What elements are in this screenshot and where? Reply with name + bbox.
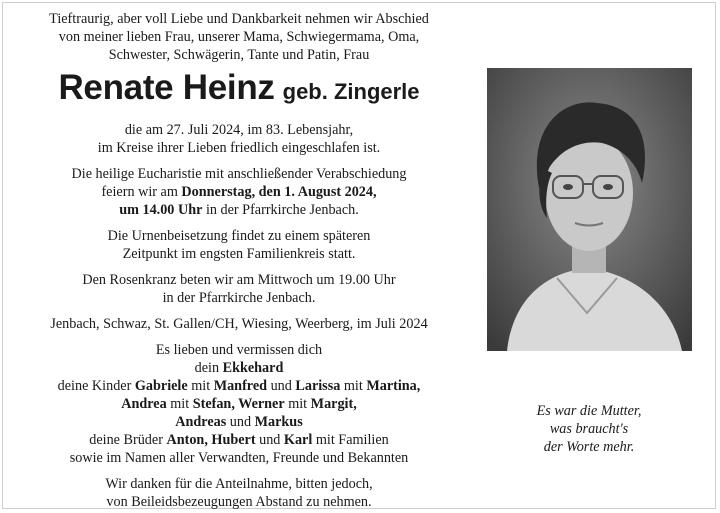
intro-line: Schwester, Schwägerin, Tante und Patin, Frau: [108, 47, 370, 63]
mourners-line: [6, 359, 472, 377]
mourner-text: mit: [340, 378, 367, 394]
intro-line: Tieftraurig, aber voll Liebe und Dankbarkeit nehmen wir Abschied: [49, 11, 429, 27]
mourner-name: Ekkehard: [222, 360, 284, 376]
deceased-name-line: [6, 70, 472, 113]
portrait-illustration: [487, 68, 692, 351]
mourner-name: Anton, Hubert: [166, 432, 256, 448]
urn-info: [6, 227, 472, 263]
mass-info: [6, 165, 472, 219]
intro-text: [6, 10, 472, 64]
mourner-text: deine Kinder: [57, 378, 135, 394]
mass-line: Die heilige Eucharistie mit anschließender Verabschiedung: [71, 166, 407, 182]
thanks-line: Wir danken für die Anteilnahme, bitten jedoch,: [105, 476, 373, 492]
mourners-line: [6, 413, 472, 431]
mourner-text: mit: [187, 378, 214, 394]
quote-line: Es war die Mutter,: [536, 403, 642, 419]
thanks: [6, 475, 472, 511]
mourner-text: und: [267, 378, 296, 394]
rosary-info: [6, 271, 472, 307]
mourners-intro: Es lieben und vermissen dich: [155, 342, 323, 358]
mass-text: feiern wir am: [101, 184, 182, 200]
urn-line: Die Urnenbeisetzung findet zu einem späteren: [107, 228, 371, 244]
mass-text: in der Pfarrkirche Jenbach.: [202, 202, 359, 218]
mourner-name: Markus: [254, 414, 303, 430]
mourner-name: Manfred: [213, 378, 268, 394]
mourner-text: mit Familien: [312, 432, 389, 448]
mourner-name: Martina,: [366, 378, 421, 394]
portrait-photo: [487, 68, 692, 351]
thanks-line: von Beileidsbezeugungen Abstand zu nehmen.: [106, 494, 372, 510]
death-info: [6, 121, 472, 157]
mourner-name: Gabriele: [134, 378, 188, 394]
mourner-text: und: [226, 414, 255, 430]
mourner-name: Andrea: [121, 396, 167, 412]
mourners: [6, 341, 472, 467]
place-date-line: Jenbach, Schwaz, St. Gallen/CH, Wiesing, Weerberg, im Juli 2024: [50, 316, 428, 332]
quote-line: der Worte mehr.: [543, 439, 635, 455]
mourner-text: mit: [166, 396, 193, 412]
mourner-name: Andreas: [175, 414, 227, 430]
rosary-line: in der Pfarrkirche Jenbach.: [162, 290, 316, 306]
mass-time: um 14.00 Uhr: [119, 202, 203, 218]
mourner-name: Margit,: [310, 396, 357, 412]
death-line: die am 27. Juli 2024, im 83. Lebensjahr,: [124, 122, 354, 138]
birth-name: geb. Zingerle: [282, 79, 420, 104]
mourners-line: sowie im Namen aller Verwandten, Freunde und Bekannten: [69, 450, 409, 466]
mourner-text: und: [255, 432, 284, 448]
mass-line: [6, 201, 472, 219]
mourners-line: [6, 431, 472, 449]
mourners-line: [6, 377, 472, 395]
quote-line: was braucht's: [549, 421, 629, 437]
mourner-name: Stefan, Werner: [192, 396, 285, 412]
intro-line: von meiner lieben Frau, unserer Mama, Schwiegermama, Oma,: [58, 29, 420, 45]
deceased-name: Renate Heinz: [58, 68, 275, 107]
obituary-text: [6, 10, 472, 511]
rosary-line: Den Rosenkranz beten wir am Mittwoch um 19.00 Uhr: [82, 272, 396, 288]
death-line: im Kreise ihrer Lieben friedlich eingeschlafen ist.: [97, 140, 381, 156]
mass-line: [6, 183, 472, 201]
mass-date: Donnerstag, den 1. August 2024,: [181, 184, 377, 200]
mourner-text: deine Brüder: [89, 432, 167, 448]
mourner-text: mit: [284, 396, 311, 412]
urn-line: Zeitpunkt im engsten Familienkreis statt.: [122, 246, 356, 262]
place-date: [6, 315, 472, 333]
mourner-name: Larissa: [295, 378, 341, 394]
mourners-line: [6, 395, 472, 413]
closing-quote: [496, 402, 682, 456]
mourner-text: dein: [194, 360, 223, 376]
mourner-name: Karl: [283, 432, 313, 448]
